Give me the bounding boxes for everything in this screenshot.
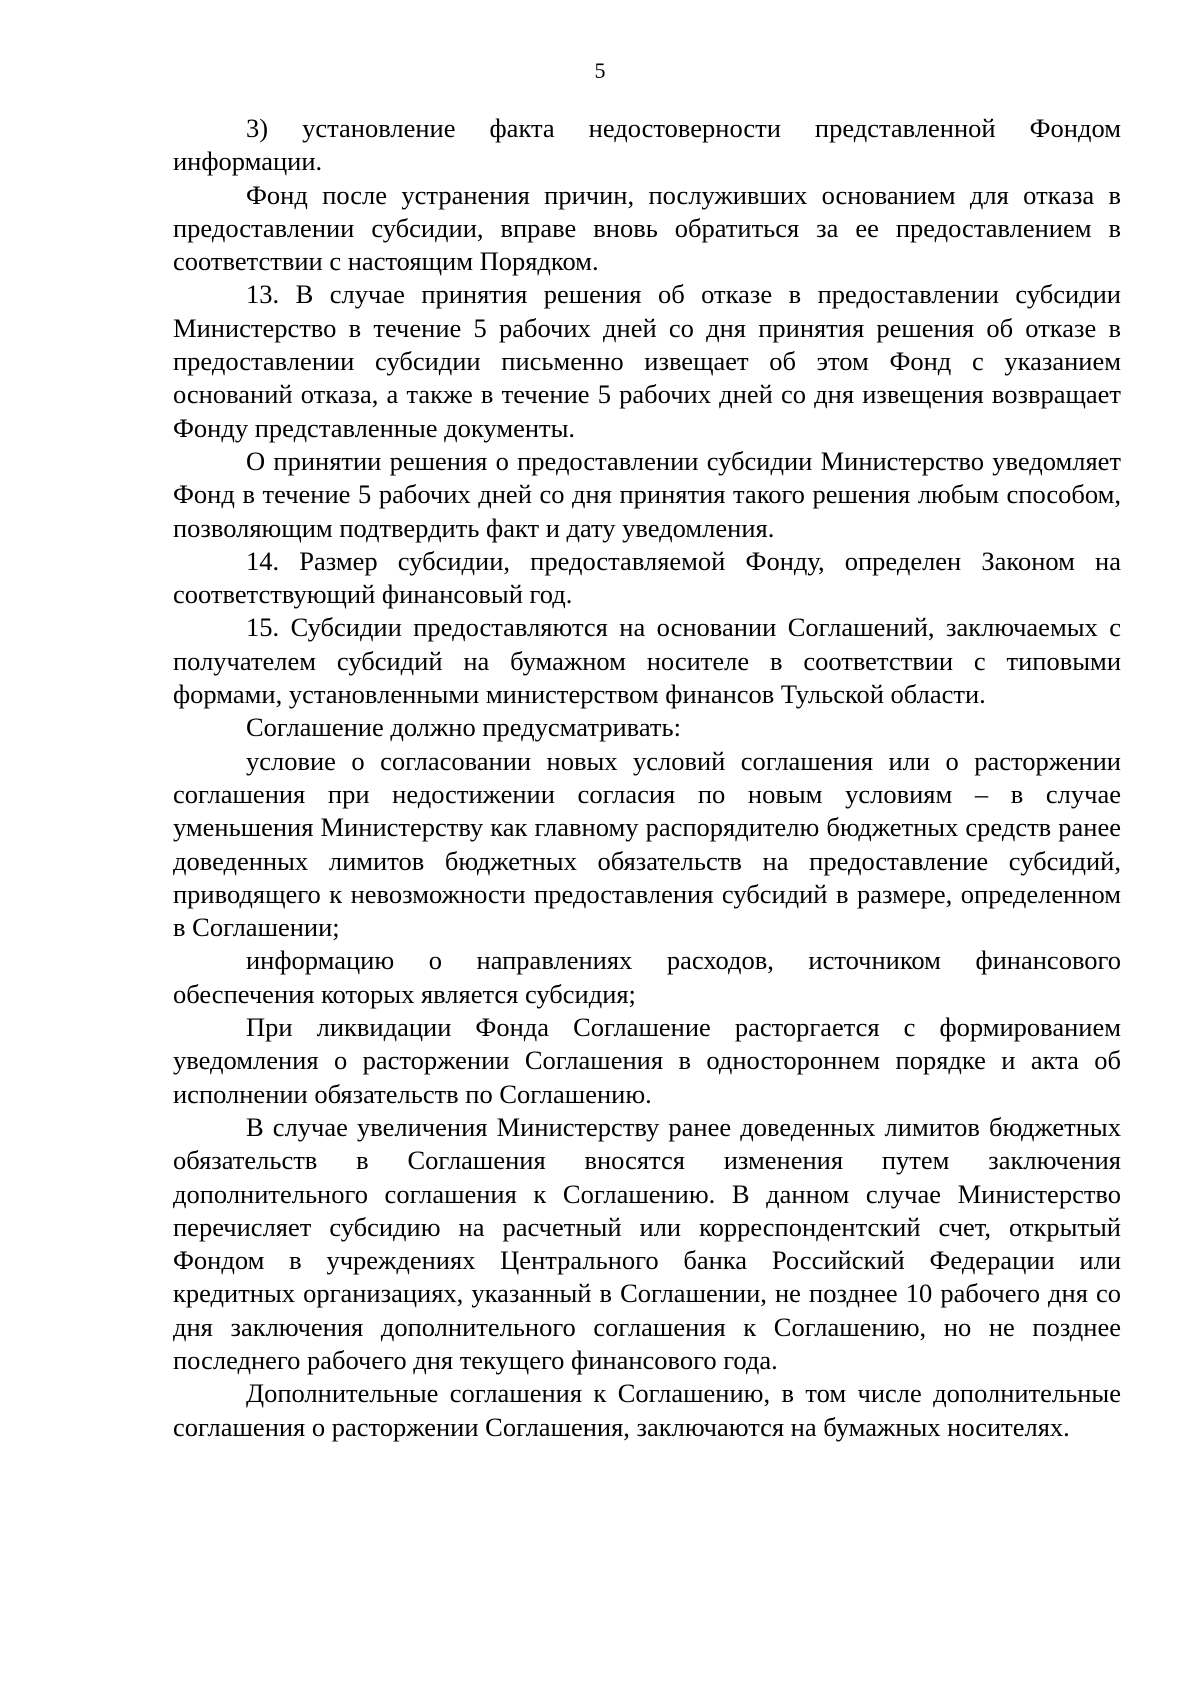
paragraph-condition-renegotiation: условие о согласовании новых условий соглашения или о расторжении соглашения при недостижении согласия по новым условиям – в случае уменьшения Министерству как главному распорядителю бюджетных средств ранее доведенных лимитов бюджетных обязательств на предоставление субсидий, приводящего к невозможности предоставления субсидий в размере, определенном в Соглашении; <box>173 745 1121 943</box>
paragraph-clause-15: 15. Субсидии предоставляются на основании Соглашений, заключаемых с получателем субсидий на бумажном носителе в соответствии с типовыми формами, установленными министерством финансов Тульской области. <box>173 612 1121 710</box>
paragraph-clause-13: 13. В случае принятия решения об отказе в предоставлении субсидии Министерство в течение 5 рабочих дней со дня принятия решения об отказе в предоставлении субсидии письменно извещает об этом Фонд с указанием оснований отказа, а также в течение 5 рабочих дней со дня извещения возвращает Фонду представленные документы. <box>173 279 1121 443</box>
paragraph-liquidation: При ликвидации Фонда Соглашение расторгается с формированием уведомления о расторжении Соглашения в одностороннем порядке и акта об исполнении обязательств по Соглашению. <box>173 1012 1121 1109</box>
paragraph-item-3: 3) установление факта недостоверности представленной Фондом информации. <box>173 113 1121 177</box>
paragraph-expense-info: информацию о направлениях расходов, источником финансового обеспечения которых является субсидия; <box>173 945 1121 1009</box>
paragraph-additional-agreements: Дополнительные соглашения к Соглашению, в том числе дополнительные соглашения о расторжении Соглашения, заключаются на бумажных носителях. <box>173 1378 1121 1442</box>
paragraph-agreement-provides: Соглашение должно предусматривать: <box>246 712 681 743</box>
document-body <box>173 112 1121 1444</box>
page-number: 5 <box>594 58 606 83</box>
paragraph-clause-14: 14. Размер субсидии, предоставляемой Фонду, определен Законом на соответствующий финансовый год. <box>173 545 1121 610</box>
paragraph-fund-reapply: Фонд после устранения причин, послуживших основанием для отказа в предоставлении субсидии, вправе вновь обратиться за ее предоставлением в соответствии с настоящим Порядком. <box>173 179 1121 277</box>
paragraph-limit-increase: В случае увеличения Министерству ранее доведенных лимитов бюджетных обязательств в Соглашения вносятся изменения путем заключения дополнительного соглашения к Соглашению. В данном случае Министерство перечисляет субсидию на расчетный или корреспондентский счет, открытый Фондом в учреждениях Центрального банка Российский Федерации или кредитных организациях, указанный в Соглашении, не позднее 10 рабочего дня со дня заключения дополнительного соглашения к Соглашению, но не позднее последнего рабочего дня текущего финансового года. <box>173 1111 1121 1375</box>
paragraph-decision-notice: О принятии решения о предоставлении субсидии Министерство уведомляет Фонд в течение 5 рабочих дней со дня принятия такого решения любым способом, позволяющим подтвердить факт и дату уведомления. <box>173 445 1121 543</box>
